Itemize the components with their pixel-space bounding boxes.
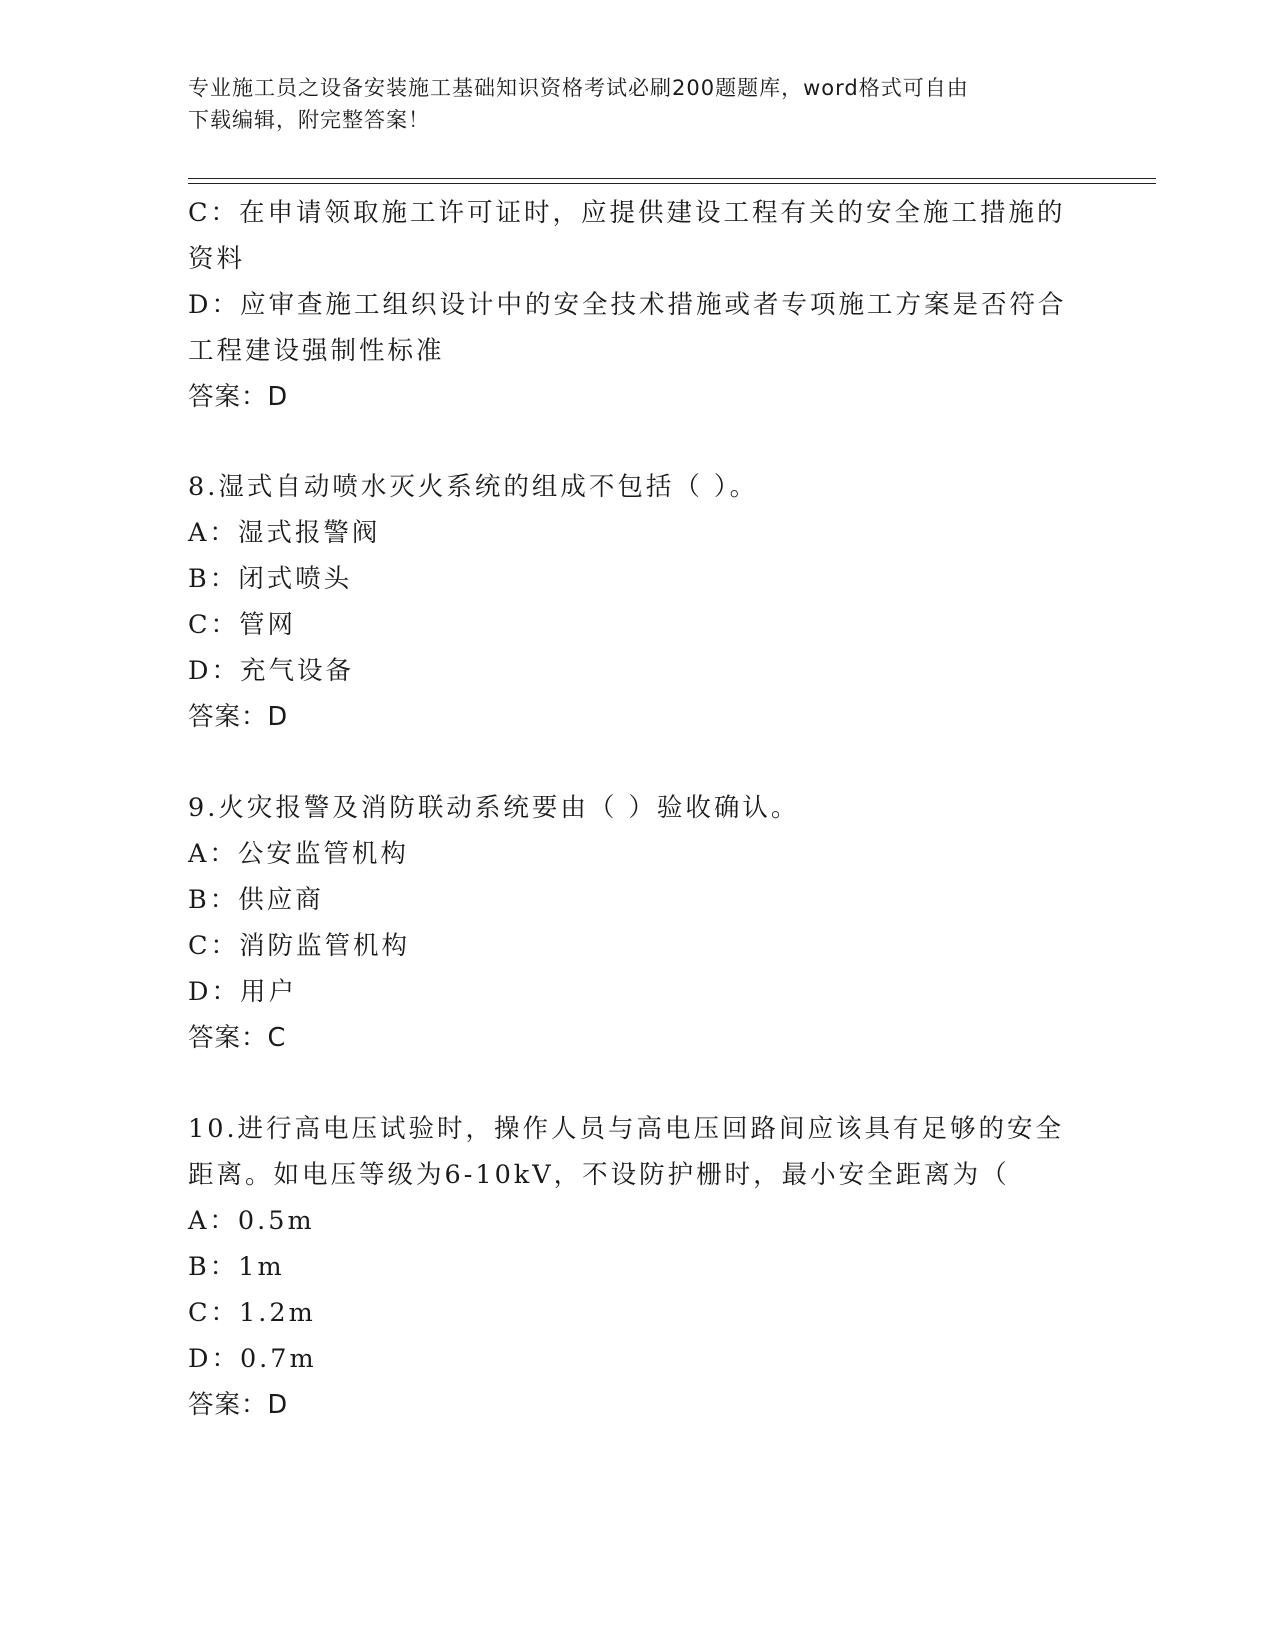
option-c: C：管网 [188, 610, 297, 640]
header-line-2: 下载编辑，附完整答案！ [188, 108, 430, 132]
option-a: A：0.5m [188, 1206, 315, 1236]
option-d: D：0.7m [188, 1344, 317, 1374]
option-d: D：用户 [188, 977, 297, 1007]
question-stem: 8.湿式自动喷水灭火系统的组成不包括（ ）。 [188, 472, 759, 502]
option-c-line-1: C：在申请领取施工许可证时，应提供建设工程有关的安全施工措施的 [188, 198, 1066, 228]
spacer [188, 420, 1078, 464]
option-b: B：闭式喷头 [188, 564, 353, 594]
option-b: B：供应商 [188, 885, 324, 915]
option-c-line-2: 资料 [188, 244, 246, 274]
option-b: B：1m [188, 1252, 285, 1282]
spacer [188, 1061, 1078, 1106]
option-d: D：充气设备 [188, 656, 354, 686]
question-list [188, 190, 1078, 1428]
document-header [188, 72, 1068, 136]
question-10 [188, 1106, 1078, 1428]
answer-line: 答案：D [188, 702, 289, 732]
answer-line: 答案：D [188, 382, 289, 412]
header-line-1: 专业施工员之设备安装施工基础知识资格考试必刷200题题库，word格式可自由 [188, 76, 969, 100]
option-a: A：公安监管机构 [188, 839, 409, 869]
option-a: A：湿式报警阀 [188, 518, 381, 548]
option-d-line-1: D：应审查施工组织设计中的安全技术措施或者专项施工方案是否符合 [188, 290, 1067, 320]
option-c: C：消防监管机构 [188, 931, 411, 961]
option-c: C：1.2m [188, 1298, 316, 1328]
question-8 [188, 464, 1078, 740]
question-stem: 9.火灾报警及消防联动系统要由（ ）验收确认。 [188, 793, 800, 823]
spacer [188, 740, 1078, 785]
question-stem-line-1: 10.进行高电压试验时，操作人员与高电压回路间应该具有足够的安全 [188, 1114, 1065, 1144]
answer-line: 答案：C [188, 1023, 287, 1053]
header-divider-top [188, 178, 1156, 179]
option-d-line-2: 工程建设强制性标准 [188, 336, 445, 366]
question-stem-line-2: 距离。如电压等级为6-10kV，不设防护栅时，最小安全距离为（ [188, 1160, 1010, 1190]
question-9 [188, 785, 1078, 1061]
header-divider-bottom [188, 183, 1156, 184]
question-7-continued [188, 190, 1078, 420]
answer-line: 答案：D [188, 1390, 289, 1420]
